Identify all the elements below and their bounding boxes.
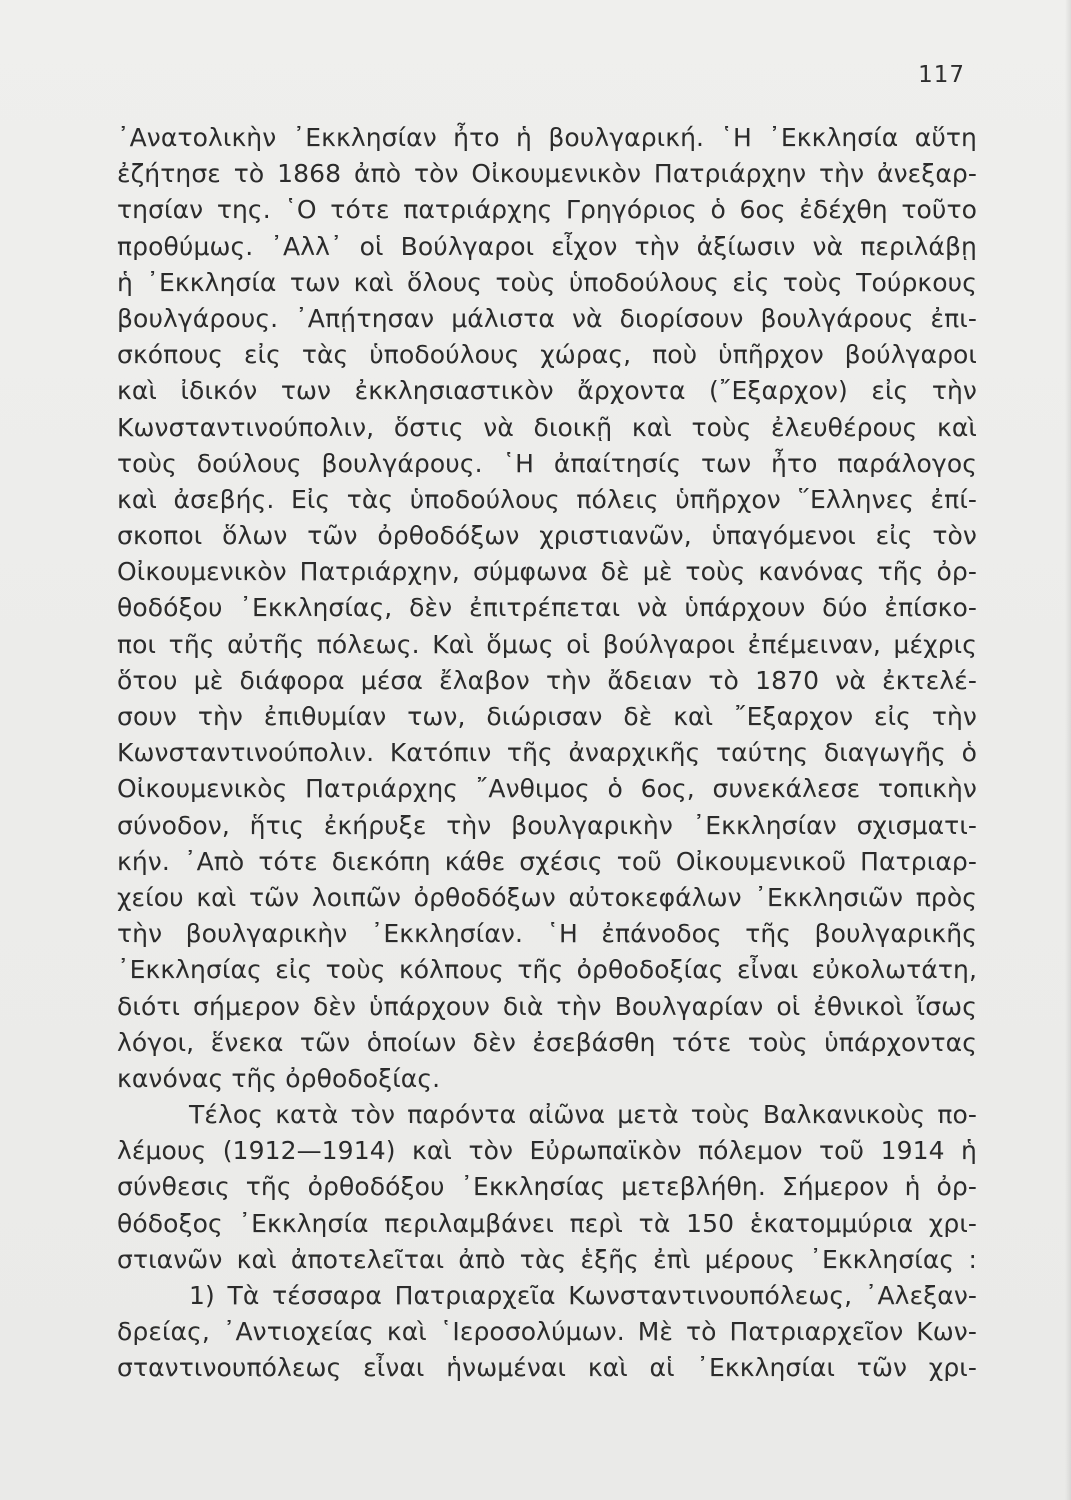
text-line: λόγοι, ἕνεκα τῶν ὁποίων δὲν ἐσεβάσθη τότε τοὺς ὑπάρχοντας — [117, 1027, 977, 1057]
text-line: καὶ ἀσεβής. Εἰς τὰς ὑποδούλους πόλεις ὑπῆρχον ῞Ελληνες ἐπί- — [117, 484, 977, 514]
text-line: σκοποι ὅλων τῶν ὀρθοδόξων χριστιανῶν, ὑπαγόμενοι εἰς τὸν — [117, 521, 977, 551]
text-line: θοδόξου ᾿Εκκλησίας, δὲν ἐπιτρέπεται νὰ ὑπάρχουν δύο ἐπίσκο- — [117, 593, 977, 623]
page-number: 117 — [918, 62, 965, 88]
text-line: ποι τῆς αὐτῆς πόλεως. Καὶ ὅμως οἱ βούλγαροι ἐπέμειναν, μέχρις — [117, 629, 977, 659]
text-line: λέμους (1912—1914) καὶ τὸν Εὐρωπαϊκὸν πόλεμον τοῦ 1914 ἡ — [117, 1136, 977, 1166]
text-line: ᾿Εκκλησίας εἰς τοὺς κόλπους τῆς ὀρθοδοξίας εἶναι εὐκολωτάτη, — [117, 955, 977, 985]
text-line: ἐζήτησε τὸ 1868 ἀπὸ τὸν Οἰκουμενικὸν Πατριάρχην τὴν ἀνεξαρ- — [117, 159, 977, 189]
text-line: Οἰκουμενικὸς Πατριάρχης ῎Ανθιμος ὁ 6ος, συνεκάλεσε τοπικὴν — [117, 774, 977, 804]
text-line: σύνθεσις τῆς ὀρθοδόξου ᾿Εκκλησίας μετεβλήθη. Σήμερον ἡ ὀρ- — [117, 1172, 977, 1202]
body-text — [117, 120, 977, 1387]
text-line: τοὺς δούλους βουλγάρους. ῾Η ἀπαίτησίς των ἦτο παράλογος — [117, 448, 977, 478]
text-line: διότι σήμερον δὲν ὑπάρχουν διὰ τὴν Βουλγαρίαν οἱ ἐθνικοὶ ἴσως — [117, 991, 977, 1021]
text-line: κήν. ᾿Απὸ τότε διεκόπη κάθε σχέσις τοῦ Οἰκουμενικοῦ Πατριαρ- — [117, 846, 977, 876]
text-line: προθύμως. ᾿Αλλ᾿ οἱ Βούλγαροι εἶχον τὴν ἀξίωσιν νὰ περιλάβῃ — [117, 231, 977, 261]
text-line: βουλγάρους. ᾿Απῄτησαν μάλιστα νὰ διορίσουν βουλγάρους ἐπι- — [117, 303, 977, 333]
text-line: καὶ ἰδικόν των ἐκκλησιαστικὸν ἄρχοντα (῎Εξαρχον) εἰς τὴν — [117, 376, 977, 406]
text-line: θόδοξος ᾿Εκκλησία περιλαμβάνει περὶ τὰ 150 ἑκατομμύρια χρι- — [117, 1208, 977, 1238]
text-line: ὅτου μὲ διάφορα μέσα ἔλαβον τὴν ἄδειαν τὸ 1870 νὰ ἐκτελέ- — [117, 665, 977, 695]
text-line: ἡ ᾿Εκκλησία των καὶ ὅλους τοὺς ὑποδούλους εἰς τοὺς Τούρκους — [117, 267, 977, 297]
text-line: Τέλος κατὰ τὸν παρόντα αἰῶνα μετὰ τοὺς Βαλκανικοὺς πο- — [189, 1100, 977, 1130]
text-line: Οἰκουμενικὸν Πατριάρχην, σύμφωνα δὲ μὲ τοὺς κανόνας τῆς ὀρ- — [117, 557, 977, 587]
text-line: σταντινουπόλεως εἶναι ἡνωμέναι καὶ αἱ ᾿Εκκλησίαι τῶν χρι- — [117, 1353, 977, 1383]
text-line: ᾿Ανατολικὴν ᾿Εκκλησίαν ἦτο ἡ βουλγαρική. ῾Η ᾿Εκκλησία αὕτη — [117, 123, 977, 152]
text-line: Κωνσταντινούπολιν, ὅστις νὰ διοικῇ καὶ τοὺς ἐλευθέρους καὶ — [117, 412, 977, 442]
text-line: 1) Τὰ τέσσαρα Πατριαρχεῖα Κωνσταντινουπόλεως, ᾿Αλεξαν- — [189, 1281, 977, 1310]
page-edge-shadow — [1065, 0, 1071, 1500]
text-line: σουν τὴν ἐπιθυμίαν των, διώρισαν δὲ καὶ ῎Εξαρχον εἰς τὴν — [117, 702, 977, 731]
text-line: Κωνσταντινούπολιν. Κατόπιν τῆς ἀναρχικῆς ταύτης διαγωγῆς ὁ — [117, 738, 977, 768]
text-line: χείου καὶ τῶν λοιπῶν ὀρθοδόξων αὐτοκεφάλων ᾿Εκκλησιῶν πρὸς — [117, 882, 977, 912]
text-line: κανόνας τῆς ὀρθοδοξίας. — [117, 1063, 441, 1093]
text-line: τὴν βουλγαρικὴν ᾿Εκκλησίαν. ῾Η ἐπάνοδος τῆς βουλγαρικῆς — [117, 919, 977, 949]
text-line: στιανῶν καὶ ἀποτελεῖται ἀπὸ τὰς ἑξῆς ἐπὶ μέρους ᾿Εκκλησίας : — [117, 1244, 977, 1274]
text-line: δρείας, ᾿Αντιοχείας καὶ ῾Ιεροσολύμων. Μὲ τὸ Πατριαρχεῖον Κων- — [117, 1317, 977, 1347]
text-line: τησίαν της. ῾Ο τότε πατριάρχης Γρηγόριος ὁ 6ος ἐδέχθη τοῦτο — [117, 195, 977, 225]
text-line: σύνοδον, ἥτις ἐκήρυξε τὴν βουλγαρικὴν ᾿Εκκλησίαν σχισματι- — [117, 810, 977, 840]
text-line: σκόπους εἰς τὰς ὑποδούλους χώρας, ποὺ ὑπῆρχον βούλγαροι — [117, 340, 977, 370]
